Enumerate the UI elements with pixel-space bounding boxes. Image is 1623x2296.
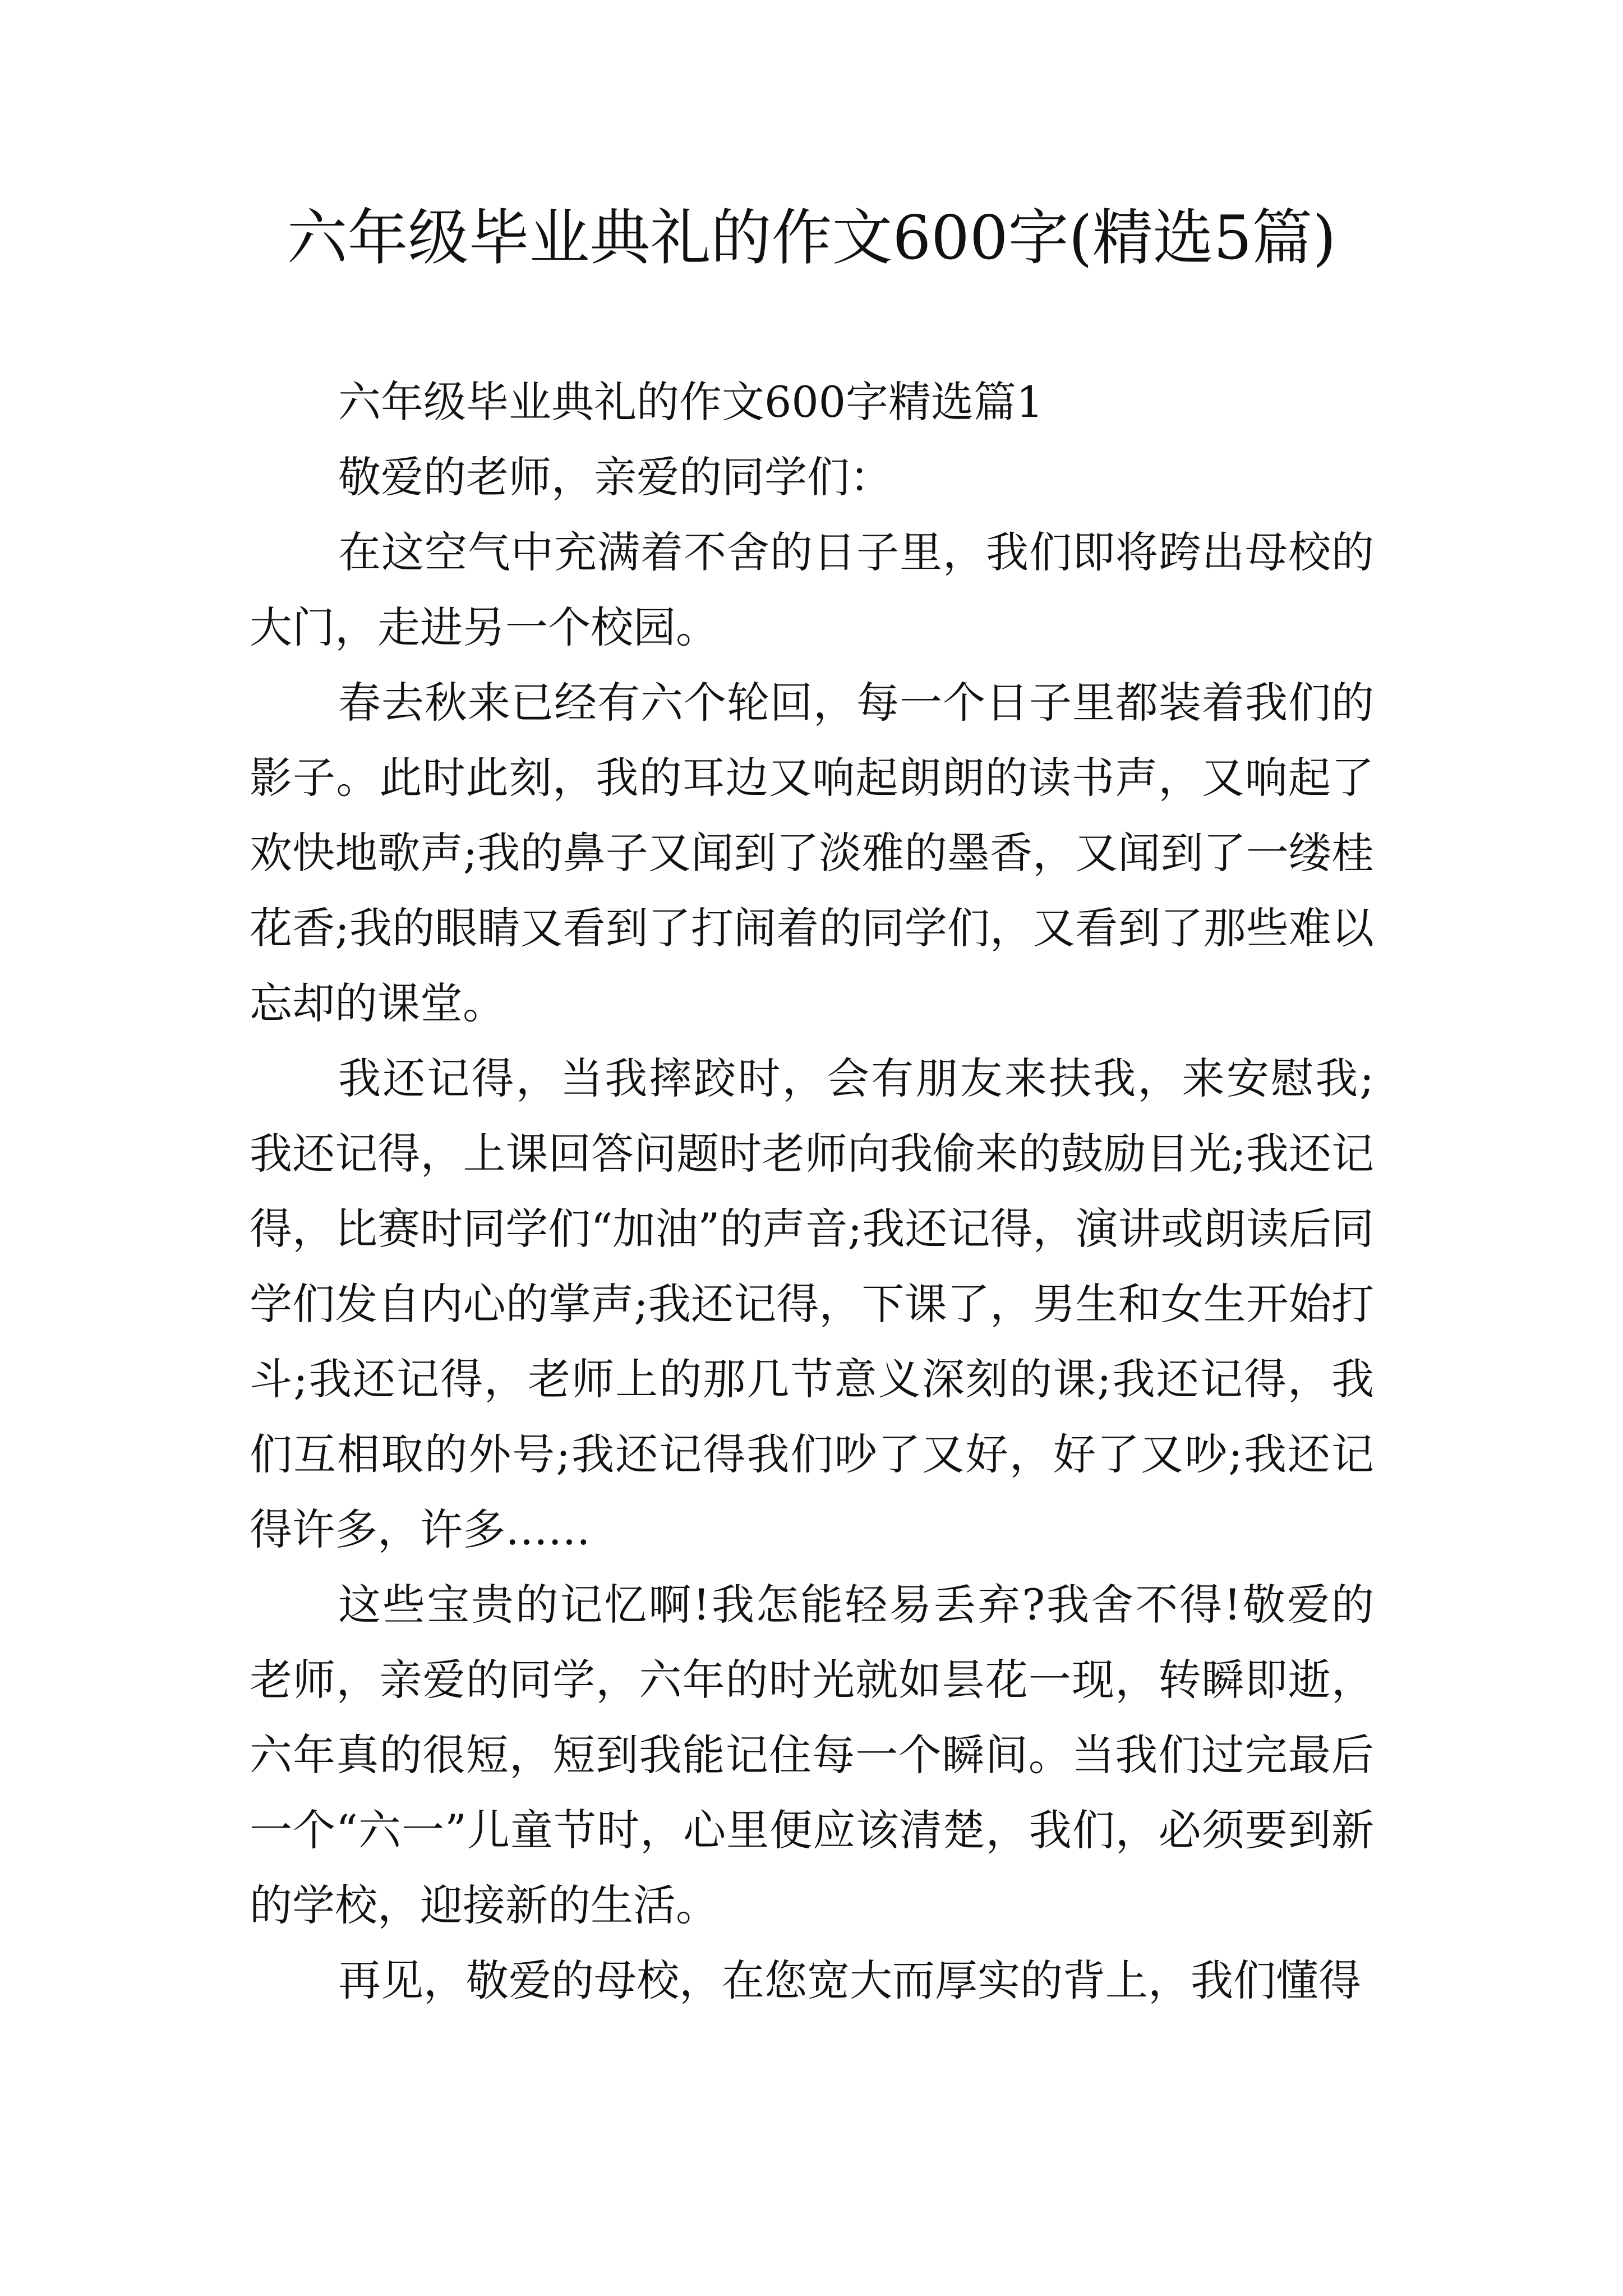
paragraph: 这些宝贵的记忆啊!我怎能轻易丢弃?我舍不得!敬爱的老师，亲爱的同学，六年的时光就如昙花一现，转瞬即逝，六年真的很短，短到我能记住每一个瞬间。当我们过完最后一个“六一”儿童节时，心里便应该清楚，我们，必须要到新的学校，迎接新的生活。: [250, 1580, 1374, 1930]
paragraph: 我还记得，当我摔跤时，会有朋友来扶我，来安慰我;我还记得，上课回答问题时老师向我偷来的鼓励目光;我还记得，比赛时同学们“加油”的声音;我还记得，演讲或朗读后同学们发自内心的掌声;我还记得，下课了，男生和女生开始打斗;我还记得，老师上的那几节意义深刻的课;我还记得，我们互相取的外号;我还记得我们吵了又好，好了又吵;我还记得许多，许多……: [250, 1053, 1374, 1554]
paragraph: 春去秋来已经有六个轮回，每一个日子里都装着我们的影子。此时此刻，我的耳边又响起朗朗的读书声，又响起了欢快地歌声;我的鼻子又闻到了淡雅的墨香，又闻到了一缕桂花香;我的眼睛又看到了打闹着的同学们，又看到了那些难以忘却的课堂。: [250, 678, 1374, 1028]
paragraph: 再见，敬爱的母校，在您宽大而厚实的背上，我们懂得: [338, 1955, 1361, 2005]
salutation: 敬爱的老师，亲爱的同学们：: [338, 452, 892, 502]
document-title: 六年级毕业典礼的作文600字(精选5篇): [287, 203, 1336, 273]
section-heading: 六年级毕业典礼的作文600字精选篇1: [338, 377, 1044, 427]
paragraph: 在这空气中充满着不舍的日子里，我们即将跨出母校的大门，走进另一个校园。: [250, 527, 1374, 652]
document-body: [250, 365, 1374, 2018]
